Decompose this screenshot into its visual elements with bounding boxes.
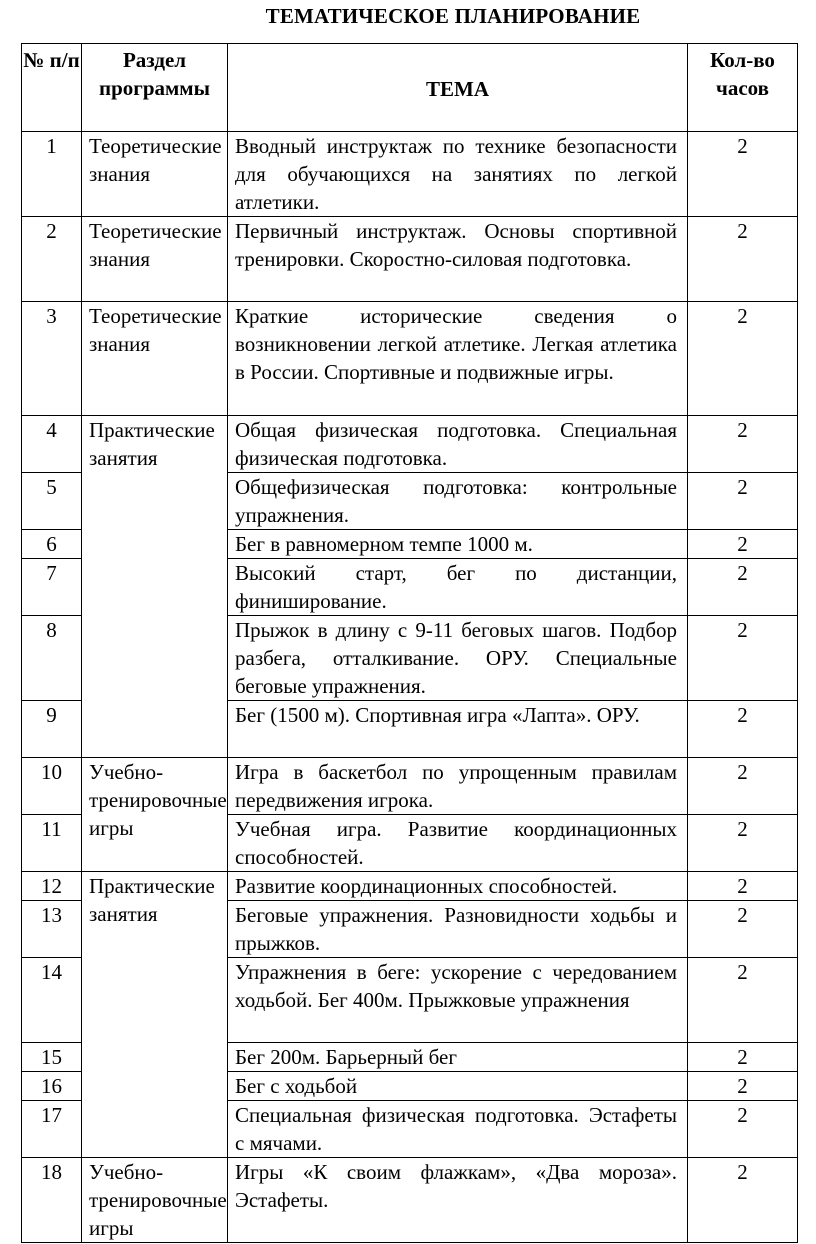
row-number: 9 [22,701,82,758]
row-number: 10 [22,758,82,815]
topic-cell: Прыжок в длину с 9-11 беговых шагов. Подбор разбега, отталкивание. ОРУ. Специальные беговые упражнения. [228,616,688,701]
table-row [22,302,798,416]
row-number: 12 [22,872,82,901]
section-cell: Теоретические знания [82,302,228,416]
hours-cell: 2 [688,815,798,872]
section-cell: Теоретические знания [82,217,228,302]
planning-table [21,43,798,1243]
topic-cell: Бег в равномерном темпе 1000 м. [228,530,688,559]
header-section: Раздел программы [82,44,228,132]
header-topic: ТЕМА [228,44,688,132]
topic-cell: Бег 200м. Барьерный бег [228,1043,688,1072]
row-number: 17 [22,1101,82,1158]
table-row [22,217,798,302]
topic-cell: Игра в баскетбол по упрощенным правилам передвижения игрока. [228,758,688,815]
row-number: 14 [22,958,82,1043]
hours-cell: 2 [688,701,798,758]
hours-cell: 2 [688,217,798,302]
hours-cell: 2 [688,1101,798,1158]
row-number: 2 [22,217,82,302]
row-number: 6 [22,530,82,559]
table-row [22,416,798,473]
hours-cell: 2 [688,132,798,217]
page-title: ТЕМАТИЧЕСКОЕ ПЛАНИРОВАНИЕ [265,4,641,28]
topic-cell: Краткие исторические сведения о возникновении легкой атлетике. Легкая атлетика в России. Спортивные и подвижные игры. [228,302,688,416]
hours-cell: 2 [688,473,798,530]
topic-cell: Упражнения в беге: ускорение с чередованием ходьбой. Бег 400м. Прыжковые упражнения [228,958,688,1043]
table-row [22,1158,798,1243]
header-hours: Кол-во часов [688,44,798,132]
row-number: 1 [22,132,82,217]
row-number: 16 [22,1072,82,1101]
hours-cell: 2 [688,416,798,473]
hours-cell: 2 [688,1158,798,1243]
topic-cell: Специальная физическая подготовка. Эстафеты с мячами. [228,1101,688,1158]
hours-cell: 2 [688,958,798,1043]
row-number: 15 [22,1043,82,1072]
topic-cell: Учебная игра. Развитие координационных способностей. [228,815,688,872]
section-cell: Учебно-тренировочные игры [82,1158,228,1243]
hours-cell: 2 [688,901,798,958]
hours-cell: 2 [688,872,798,901]
section-cell: Практические занятия [82,872,228,1158]
header-num: № п/п [22,44,82,132]
table-row [22,758,798,815]
section-cell: Учебно-тренировочные игры [82,758,228,872]
topic-cell: Общефизическая подготовка: контрольные упражнения. [228,473,688,530]
row-number: 4 [22,416,82,473]
hours-cell: 2 [688,758,798,815]
row-number: 13 [22,901,82,958]
topic-cell: Бег (1500 м). Спортивная игра «Лапта». ОРУ. [228,701,688,758]
row-number: 3 [22,302,82,416]
topic-cell: Общая физическая подготовка. Специальная физическая подготовка. [228,416,688,473]
topic-cell: Игры «К своим флажкам», «Два мороза». Эстафеты. [228,1158,688,1243]
topic-cell: Беговые упражнения. Разновидности ходьбы и прыжков. [228,901,688,958]
row-number: 18 [22,1158,82,1243]
hours-cell: 2 [688,1043,798,1072]
row-number: 11 [22,815,82,872]
hours-cell: 2 [688,302,798,416]
hours-cell: 2 [688,559,798,616]
section-cell: Практические занятия [82,416,228,758]
topic-cell: Вводный инструктаж по технике безопасности для обучающихся на занятиях по легкой атлетики. [228,132,688,217]
topic-cell: Высокий старт, бег по дистанции, финиширование. [228,559,688,616]
table-header-row [22,44,798,132]
topic-cell: Первичный инструктаж. Основы спортивной тренировки. Скоростно-силовая подготовка. [228,217,688,302]
topic-cell: Бег с ходьбой [228,1072,688,1101]
topic-cell: Развитие координационных способностей. [228,872,688,901]
hours-cell: 2 [688,530,798,559]
hours-cell: 2 [688,1072,798,1101]
row-number: 5 [22,473,82,530]
section-cell: Теоретические знания [82,132,228,217]
hours-cell: 2 [688,616,798,701]
table-row [22,872,798,901]
row-number: 7 [22,559,82,616]
row-number: 8 [22,616,82,701]
table-row [22,132,798,217]
